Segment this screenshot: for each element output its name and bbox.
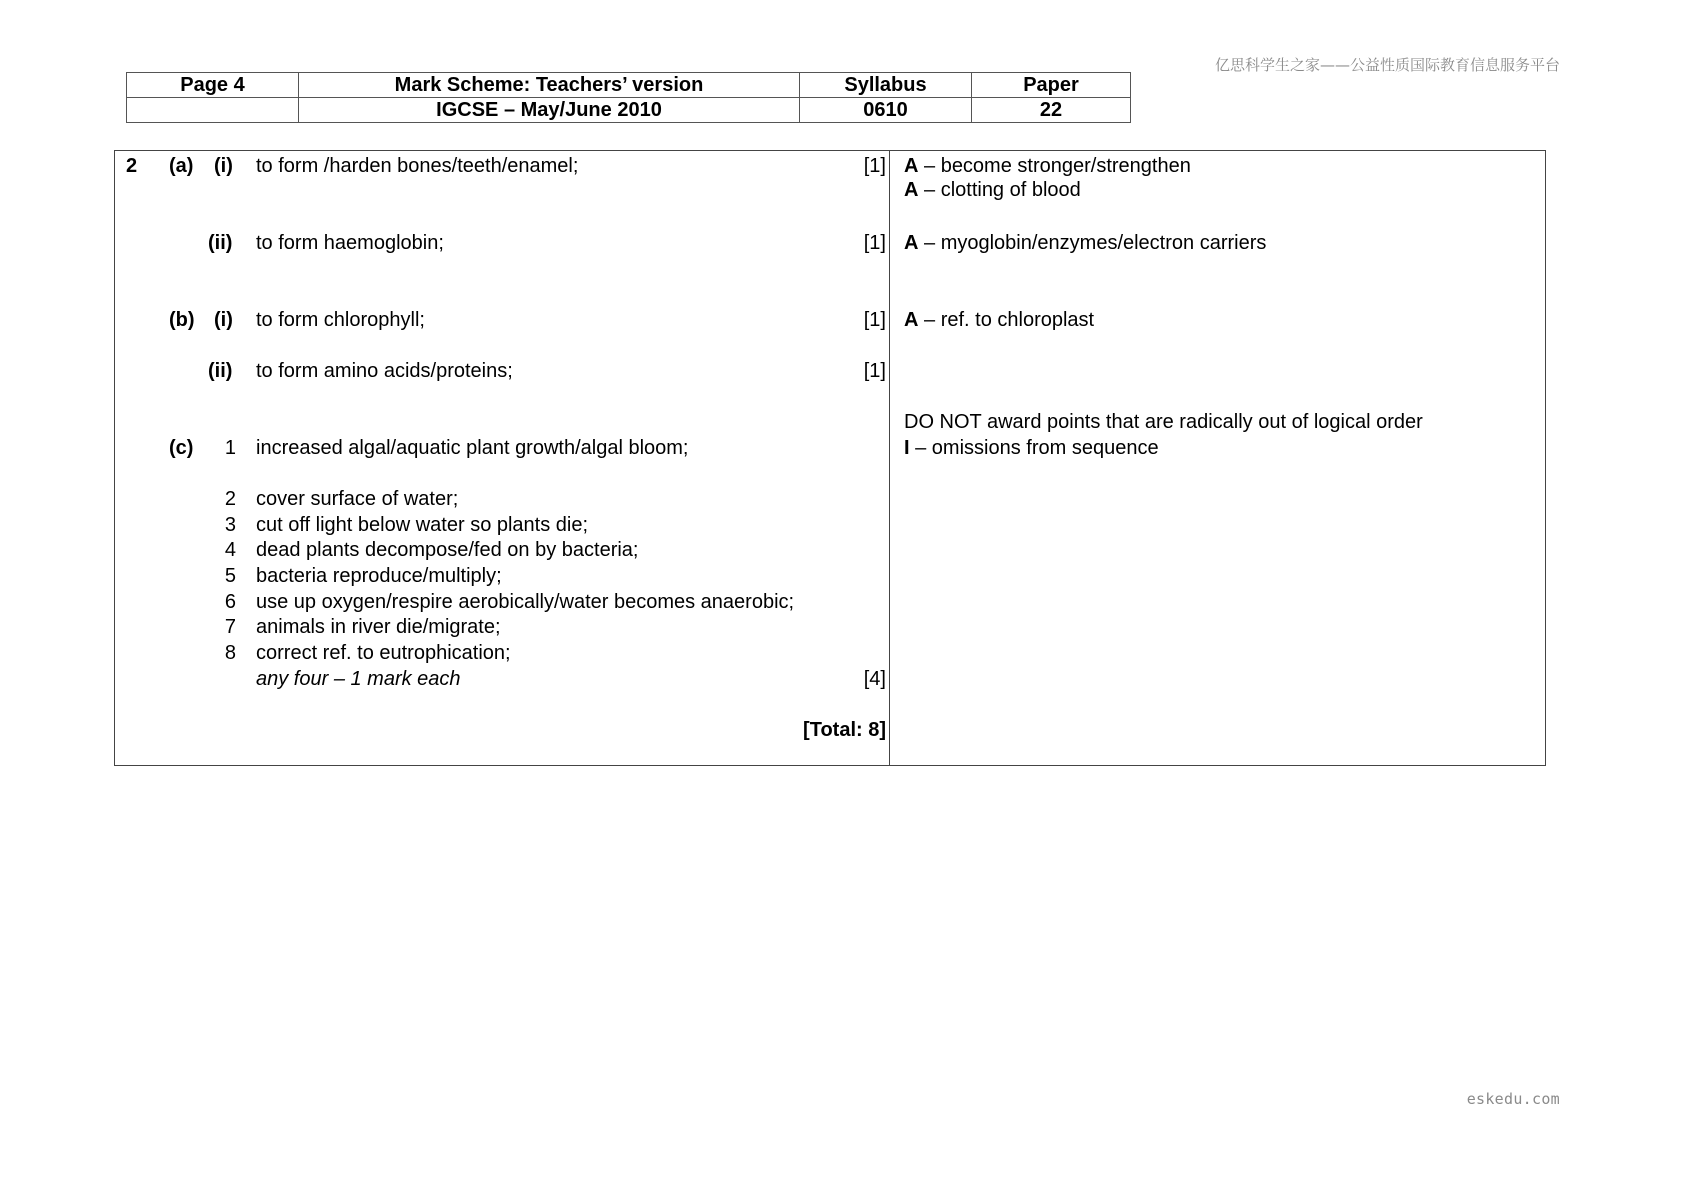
- guidance-text: – ref. to chloroplast: [918, 309, 1095, 331]
- point-number: 5: [224, 565, 236, 587]
- exam-session: IGCSE – May/June 2010: [299, 98, 800, 123]
- guidance-text: – clotting of blood: [918, 179, 1081, 201]
- guidance-c-line-1: DO NOT award points that are radically out of logical order: [904, 411, 1423, 433]
- part-a-i-label: (i): [214, 155, 233, 177]
- part-c-mark: [4]: [863, 668, 886, 690]
- point-number: 4: [224, 539, 236, 561]
- point-text: use up oxygen/respire aerobically/water becomes anaerobic;: [256, 591, 795, 613]
- header-table: [126, 72, 1131, 123]
- column-divider: [889, 150, 890, 766]
- guidance-b-i: [904, 308, 1094, 332]
- point-number: 1: [224, 437, 236, 459]
- page-empty-cell: [127, 98, 299, 123]
- part-c-label: (c): [169, 437, 194, 459]
- guidance-a-i-line-2: [904, 178, 1081, 202]
- paper-label: Paper: [972, 73, 1131, 98]
- point-text: animals in river die/migrate;: [256, 616, 501, 638]
- paper-number: 22: [972, 98, 1131, 123]
- part-a-i-answer: to form /harden bones/teeth/enamel;: [256, 155, 579, 177]
- part-a-ii-label: (ii): [208, 232, 233, 254]
- part-a-ii-answer: to form haemoglobin;: [256, 232, 444, 254]
- part-a-i-mark: [1]: [863, 155, 886, 177]
- guidance-text: – become stronger/strengthen: [918, 155, 1191, 177]
- part-b-i-mark: [1]: [863, 309, 886, 331]
- watermark-bottom: eskedu.com: [1466, 1090, 1560, 1108]
- guidance-prefix: A: [904, 155, 919, 177]
- guidance-prefix: A: [904, 179, 919, 201]
- part-b-i-answer: to form chlorophyll;: [256, 309, 425, 331]
- point-number: 3: [224, 514, 236, 536]
- part-c-note: any four – 1 mark each: [256, 668, 461, 690]
- guidance-prefix: A: [904, 232, 919, 254]
- part-b-label: (b): [169, 309, 195, 331]
- part-b-ii-label: (ii): [208, 360, 233, 382]
- guidance-a-ii: [904, 231, 1266, 255]
- point-number: 2: [224, 488, 236, 510]
- part-b-ii-mark: [1]: [863, 360, 886, 382]
- total-marks: [Total: 8]: [803, 719, 886, 741]
- guidance-text: – omissions from sequence: [909, 437, 1159, 459]
- guidance-a-i-line-1: [904, 154, 1191, 178]
- point-text: dead plants decompose/fed on by bacteria;: [256, 539, 639, 561]
- header-row-2: [127, 98, 1131, 123]
- part-a-label: (a): [169, 155, 194, 177]
- point-text: correct ref. to eutrophication;: [256, 642, 511, 664]
- syllabus-label: Syllabus: [800, 73, 972, 98]
- syllabus-code: 0610: [800, 98, 972, 123]
- point-number: 8: [224, 642, 236, 664]
- guidance-prefix: I: [904, 437, 910, 459]
- point-text: increased algal/aquatic plant growth/algal bloom;: [256, 437, 689, 459]
- point-text: cover surface of water;: [256, 488, 459, 510]
- header-row-1: [127, 73, 1131, 98]
- page-label: Page 4: [127, 73, 299, 98]
- part-b-ii-answer: to form amino acids/proteins;: [256, 360, 513, 382]
- point-number: 6: [224, 591, 236, 613]
- part-b-i-label: (i): [214, 309, 233, 331]
- point-text: cut off light below water so plants die;: [256, 514, 589, 536]
- guidance-text: – myoglobin/enzymes/electron carriers: [918, 232, 1267, 254]
- point-text: bacteria reproduce/multiply;: [256, 565, 502, 587]
- guidance-c-line-2: [904, 436, 1159, 460]
- part-a-ii-mark: [1]: [863, 232, 886, 254]
- watermark-top: 亿思科学生之家——公益性质国际教育信息服务平台: [1214, 56, 1560, 74]
- document-title: Mark Scheme: Teachers’ version: [299, 73, 800, 98]
- question-number: 2: [126, 155, 138, 177]
- point-number: 7: [224, 616, 236, 638]
- guidance-prefix: A: [904, 309, 919, 331]
